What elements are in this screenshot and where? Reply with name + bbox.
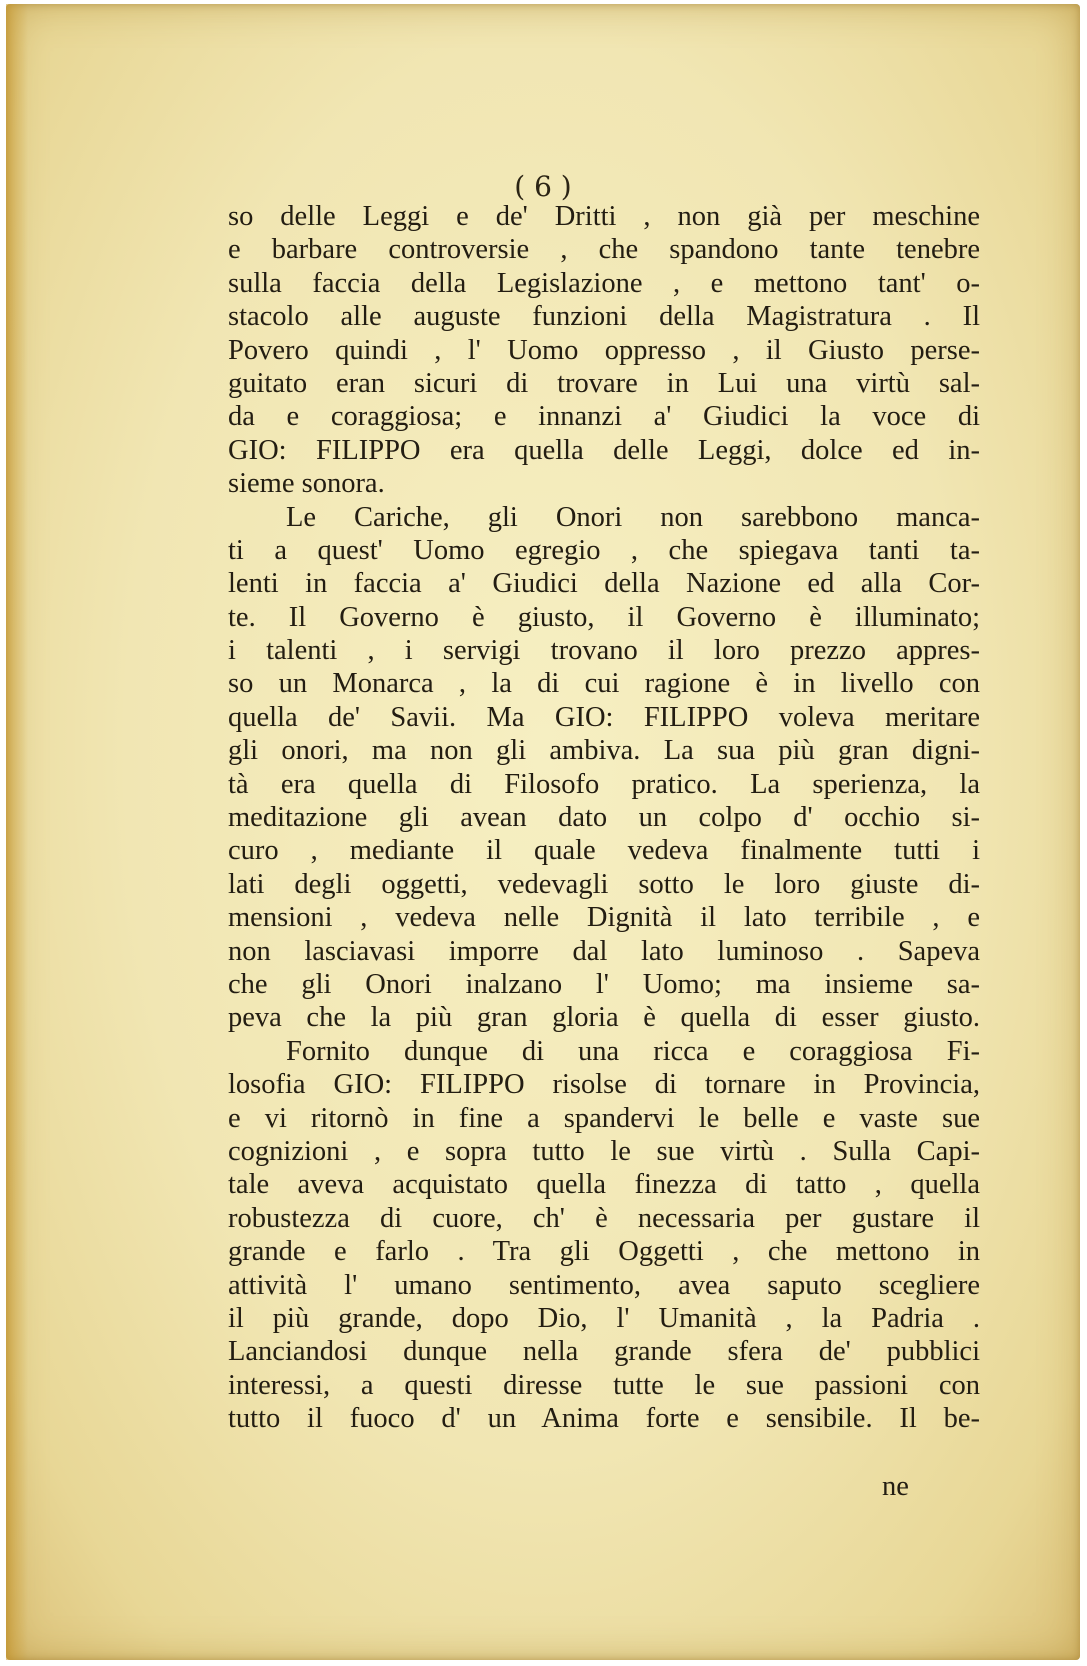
- text-line: non lasciavasi imporre dal lato luminoso . Sapeva: [228, 935, 980, 967]
- text-line: attività l' umano sentimento, avea saputo scegliere: [228, 1269, 980, 1301]
- text-line: Lanciandosi dunque nella grande sfera de' pubblici: [228, 1336, 980, 1368]
- text-line: te. Il Governo è giusto, il Governo è illuminato;: [228, 601, 980, 633]
- text-line: GIO: FILIPPO era quella delle Leggi, dolce ed in-: [228, 434, 980, 466]
- catchword: ne: [882, 1471, 909, 1502]
- text-line: che gli Onori inalzano l' Uomo; ma insieme sa-: [228, 968, 980, 1000]
- text-line: so delle Leggi e de' Dritti , non già per meschine: [228, 201, 980, 232]
- text-line: stacolo alle auguste funzioni della Magistratura . Il: [228, 301, 980, 333]
- text-line: gli onori, ma non gli ambiva. La sua più gran digni-: [228, 735, 980, 767]
- text-line: so un Monarca , la di cui ragione è in livello con: [228, 668, 980, 700]
- text-line: grande e farlo . Tra gli Oggetti , che mettono in: [228, 1236, 980, 1268]
- text-line: il più grande, dopo Dio, l' Umanità , la Padria .: [228, 1302, 980, 1334]
- text-line: lenti in faccia a' Giudici della Nazione ed alla Cor-: [228, 568, 980, 600]
- text-line: da e coraggiosa; e innanzi a' Giudici la voce di: [228, 401, 980, 433]
- text-line: meditazione gli avean dato un colpo d' occhio si-: [228, 802, 980, 834]
- text-line: e vi ritornò in fine a spandervi le belle e vaste sue: [228, 1102, 980, 1134]
- text-line: ti a quest' Uomo egregio , che spiegava tanti ta-: [228, 534, 980, 566]
- text-line: interessi, a questi diresse tutte le sue passioni con: [228, 1369, 980, 1401]
- paragraph-start-line: Fornito dunque di una ricca e coraggiosa Fi-: [286, 1035, 980, 1067]
- text-line: losofia GIO: FILIPPO risolse di tornare in Provincia,: [228, 1069, 980, 1101]
- text-line: guitato eran sicuri di trovare in Lui una virtù sal-: [228, 367, 980, 399]
- book-page: [6, 4, 1080, 1660]
- text-line: cognizioni , e sopra tutto le sue virtù . Sulla Capi-: [228, 1135, 980, 1167]
- page-number: ( 6 ): [514, 170, 572, 203]
- text-line: lati degli oggetti, vedevagli sotto le loro giuste di-: [228, 868, 980, 900]
- text-line: sieme sonora.: [228, 468, 385, 500]
- text-line: Povero quindi , l' Uomo oppresso , il Giusto perse-: [228, 334, 980, 366]
- text-line: quella de' Savii. Ma GIO: FILIPPO voleva meritare: [228, 701, 980, 733]
- text-line: robustezza di cuore, ch' è necessaria per gustare il: [228, 1202, 980, 1234]
- text-line: e barbare controversie , che spandono tante tenebre: [228, 234, 980, 266]
- text-line: tutto il fuoco d' un Anima forte e sensibile. Il be-: [228, 1403, 980, 1435]
- text-line: i talenti , i servigi trovano il loro prezzo appres-: [228, 635, 980, 667]
- text-line: peva che la più gran gloria è quella di esser giusto.: [228, 1002, 980, 1034]
- page-text: [228, 200, 980, 1435]
- paragraph-start-line: Le Cariche, gli Onori non sarebbono manca-: [286, 501, 980, 533]
- text-line: tale aveva acquistato quella finezza di tatto , quella: [228, 1169, 980, 1201]
- text-line: curo , mediante il quale vedeva finalmente tutti i: [228, 835, 980, 867]
- text-line: sulla faccia della Legislazione , e mettono tant' o-: [228, 267, 980, 299]
- text-line: tà era quella di Filosofo pratico. La sperienza, la: [228, 768, 980, 800]
- text-line: mensioni , vedeva nelle Dignità il lato terribile , e: [228, 902, 980, 934]
